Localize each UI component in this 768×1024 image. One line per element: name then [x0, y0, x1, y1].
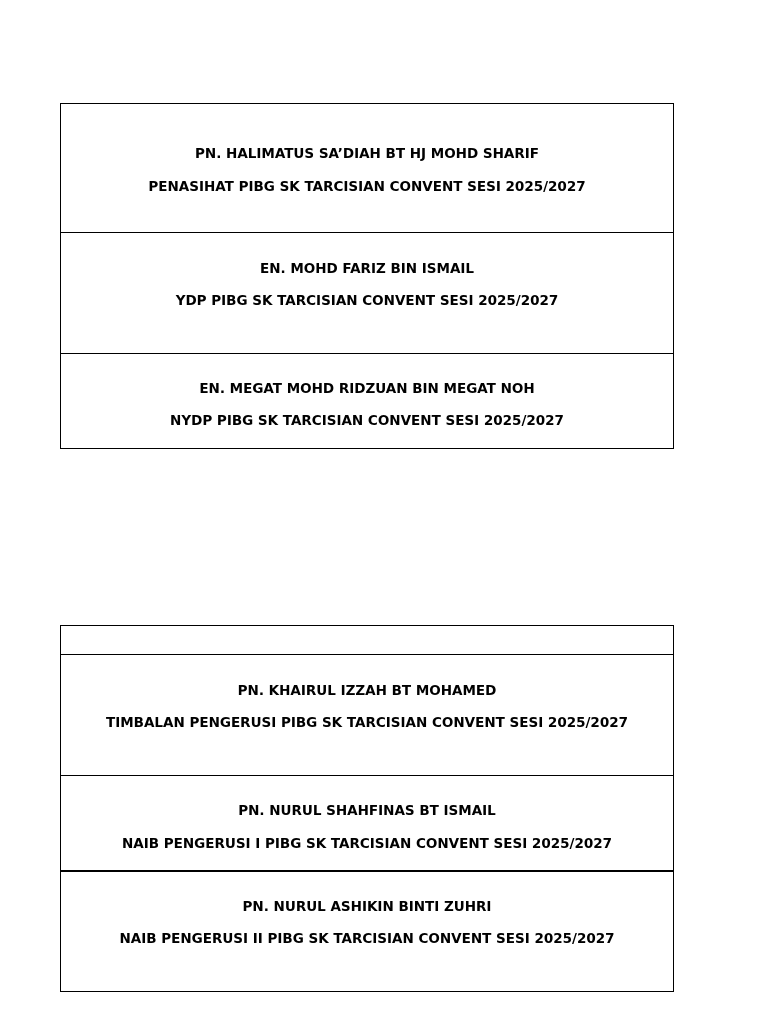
committee-row: [61, 104, 673, 233]
member-name: PN. HALIMATUS SA’DIAH BT HJ MOHD SHARIF: [195, 146, 539, 162]
committee-row: [61, 655, 673, 776]
member-position: NAIB PENGERUSI I PIBG SK TARCISIAN CONVENT SESI 2025/2027: [121, 836, 613, 852]
committee-row: [61, 872, 673, 991]
member-name: PN. NURUL SHAHFINAS BT ISMAIL: [238, 803, 496, 819]
member-name: EN. MOHD FARIZ BIN ISMAIL: [259, 261, 475, 277]
member-position: NAIB PENGERUSI II PIBG SK TARCISIAN CONVENT SESI 2025/2027: [119, 931, 615, 947]
member-name: EN. MEGAT MOHD RIDZUAN BIN MEGAT NOH: [199, 381, 535, 397]
empty-row: [61, 626, 673, 655]
committee-row: [61, 776, 673, 872]
committee-row: [61, 233, 673, 354]
member-position: TIMBALAN PENGERUSI PIBG SK TARCISIAN CONVENT SESI 2025/2027: [106, 715, 628, 731]
member-name: PN. NURUL ASHIKIN BINTI ZUHRI: [242, 899, 492, 915]
committee-table-2: [60, 625, 674, 992]
member-position: PENASIHAT PIBG SK TARCISIAN CONVENT SESI 2025/2027: [148, 179, 586, 195]
member-position: NYDP PIBG SK TARCISIAN CONVENT SESI 2025/2027: [170, 413, 564, 429]
committee-row: [61, 354, 673, 448]
committee-table-1: [60, 103, 674, 449]
member-position: YDP PIBG SK TARCISIAN CONVENT SESI 2025/2027: [175, 293, 559, 309]
member-name: PN. KHAIRUL IZZAH BT MOHAMED: [237, 683, 497, 699]
